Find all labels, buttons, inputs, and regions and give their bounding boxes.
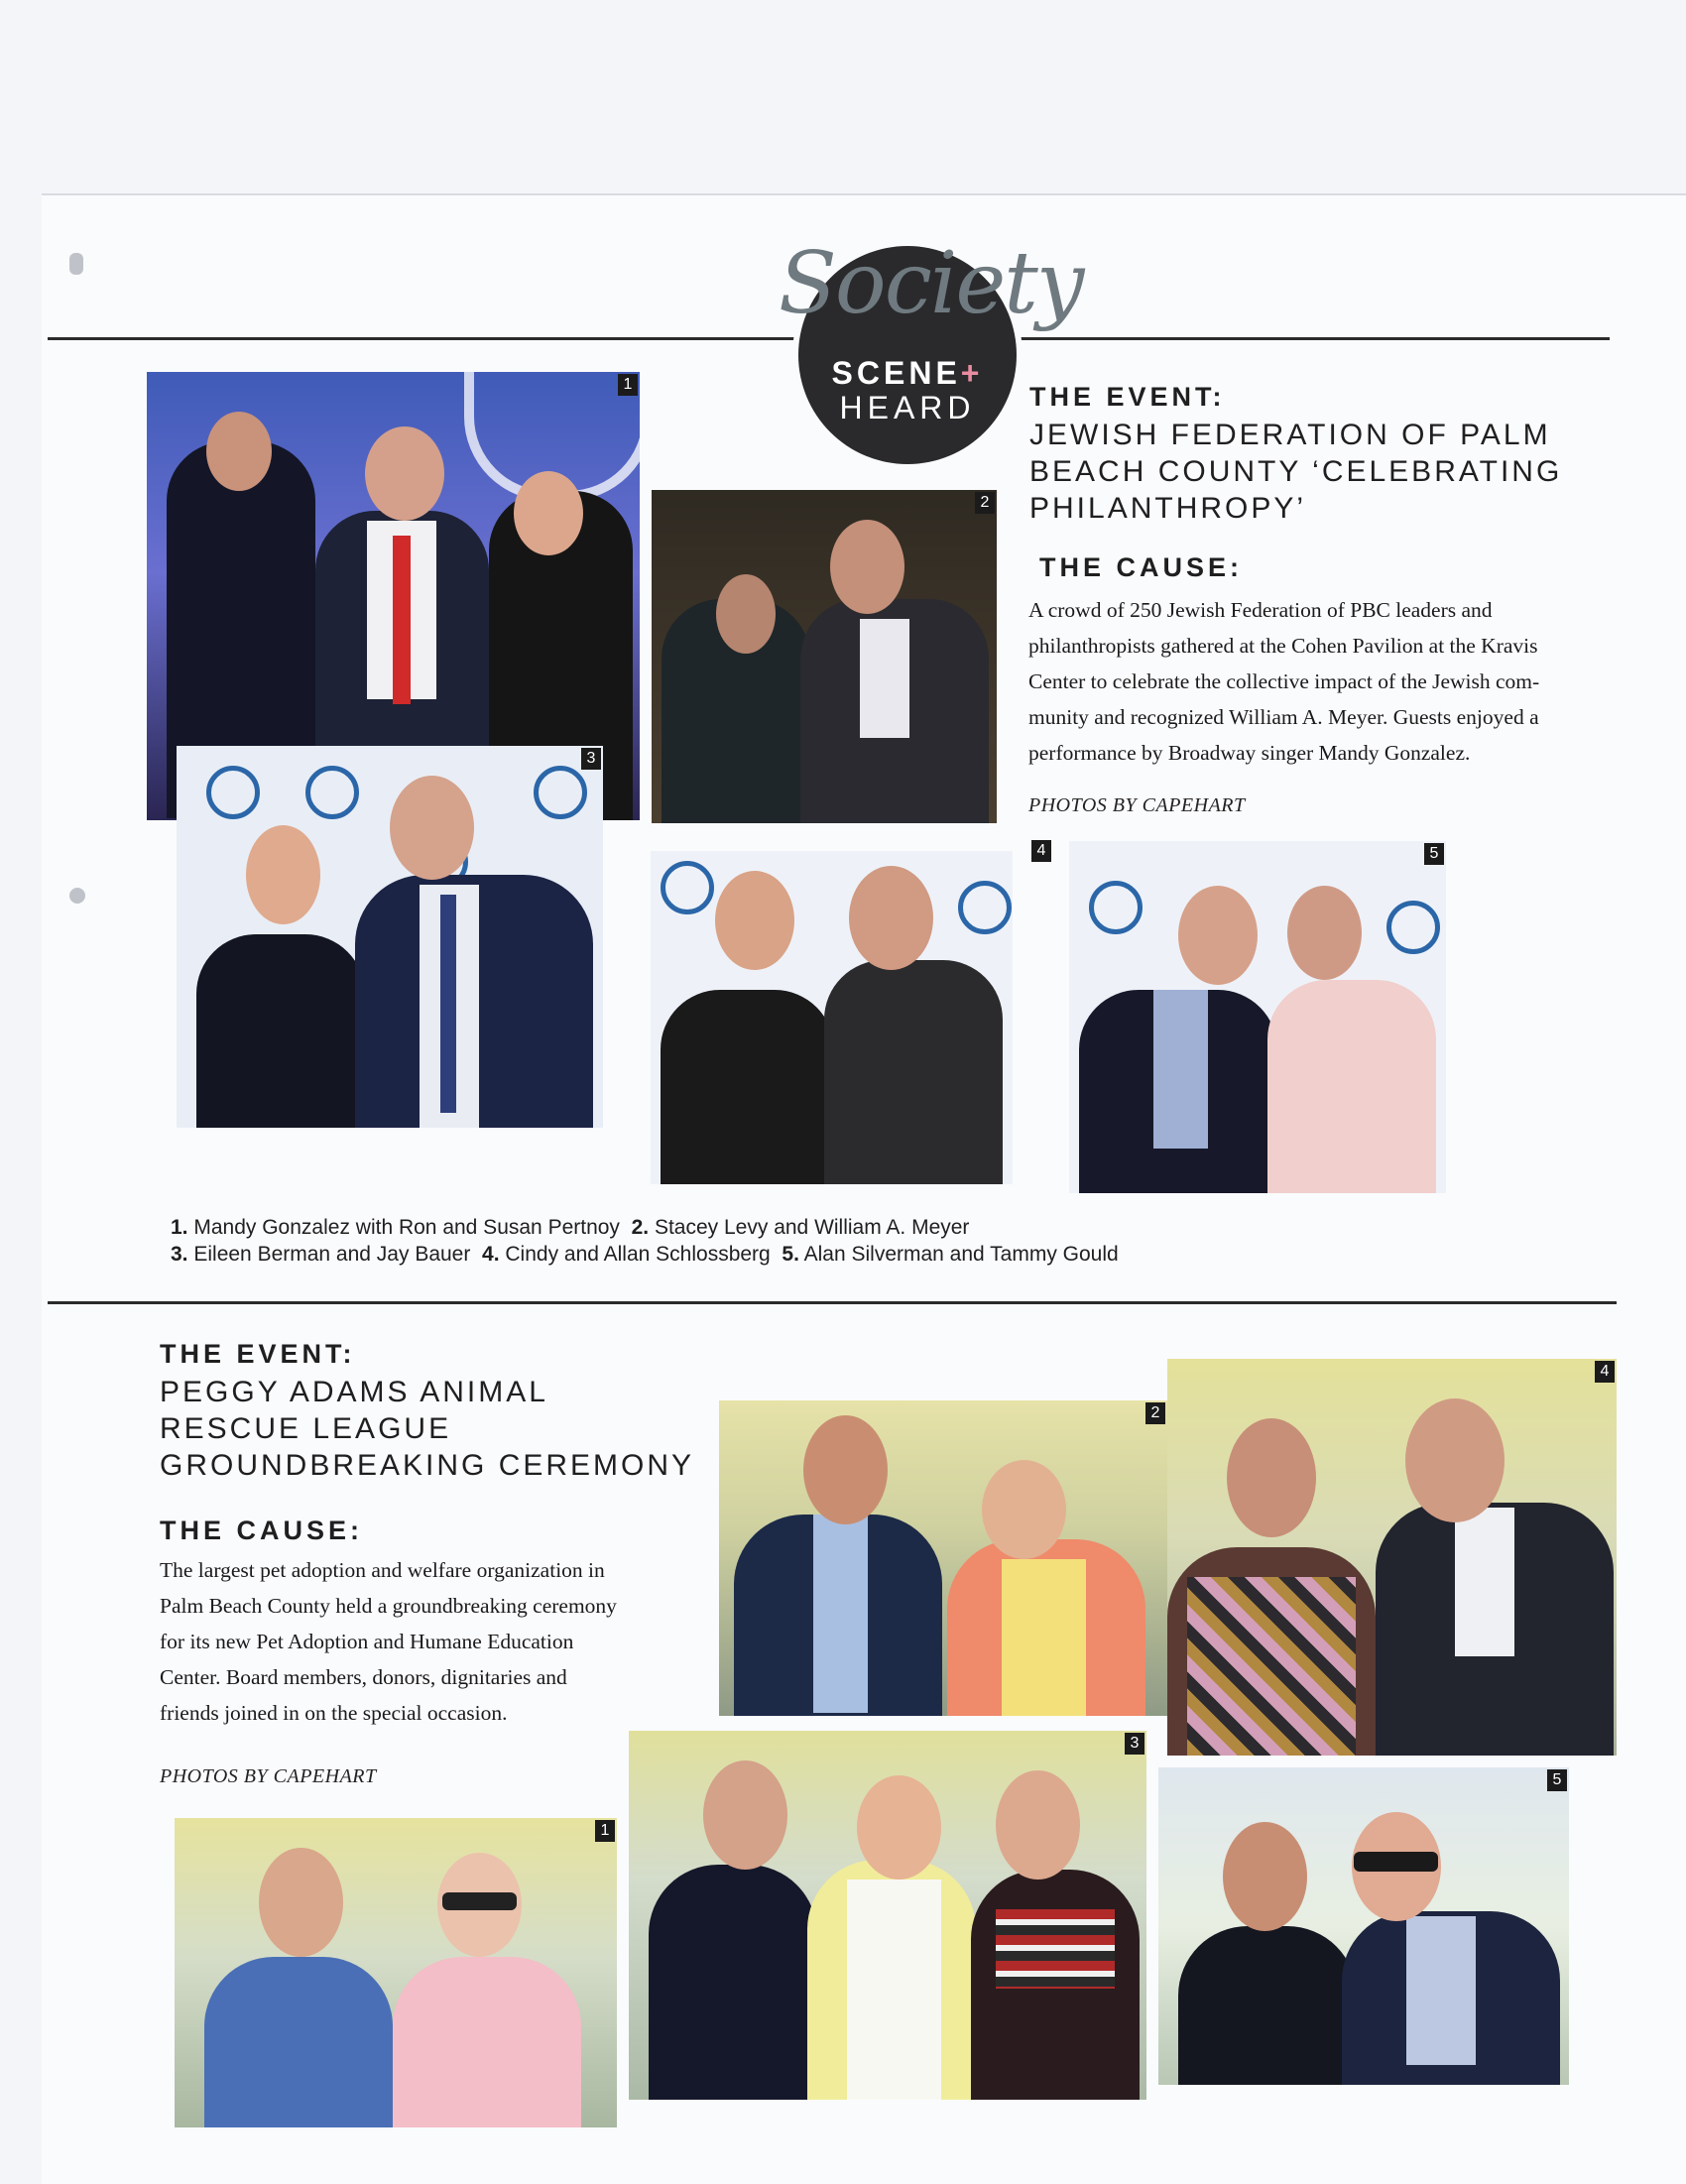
cause-line: A crowd of 250 Jewish Federation of PBC leaders and [1028,598,1493,622]
logo-heard: HEARD [839,390,976,425]
photo-4 [651,851,1013,1184]
cause-line: philanthropists gathered at the Cohen Pavilion at the Kravis [1028,634,1538,658]
cause-line: Palm Beach County held a groundbreaking ceremony [160,1594,617,1618]
cause-line: The largest pet adoption and welfare organization in [160,1558,605,1582]
photo-credit: PHOTOS BY CAPEHART [160,1765,377,1787]
cause-line: munity and recognized William A. Meyer. Guests enjoyed a [1028,705,1539,729]
photo-2 [652,490,997,823]
photo-3 [629,1731,1146,2100]
photo-5 [1069,841,1446,1193]
photo-captions [171,1214,1119,1268]
event-title-line: BEACH COUNTY ‘CELEBRATING [1029,455,1563,488]
cause-text [160,1552,715,1731]
photo-number: 3 [581,748,601,770]
photo-number: 1 [595,1820,615,1842]
binder-hole-mark [69,253,83,275]
event-title [160,1374,694,1484]
event-label: THE EVENT: [160,1339,356,1369]
photo-4 [1167,1359,1617,1756]
photo-2 [719,1400,1167,1716]
event-title-line: JEWISH FEDERATION OF PALM [1029,419,1551,451]
event-title-line: PEGGY ADAMS ANIMAL [160,1376,548,1408]
event-label: THE EVENT: [1029,382,1226,412]
cause-line: Center. Board members, donors, dignitaries and [160,1665,567,1689]
photo-number: 5 [1547,1769,1567,1791]
caption-number: 2. [631,1216,650,1239]
logo-plus: + [960,355,984,391]
photo-number: 1 [618,374,638,396]
society-scene-heard-logo [779,234,1083,464]
caption-text: Cindy and Allan Schlossberg [505,1243,771,1266]
photo-credit: PHOTOS BY CAPEHART [1028,794,1246,816]
cause-line: friends joined in on the special occasion. [160,1701,508,1725]
photo-number: 3 [1125,1733,1144,1755]
caption-text: Alan Silverman and Tammy Gould [803,1243,1119,1266]
event-title-line: RESCUE LEAGUE [160,1412,452,1445]
photo-number: 2 [1145,1402,1165,1424]
section-divider [48,1301,1617,1304]
cause-line: Center to celebrate the collective impact of the Jewish com- [1028,669,1540,693]
caption-number: 5. [782,1243,799,1266]
caption-text: Mandy Gonzalez with Ron and Susan Pertnoy [193,1216,620,1239]
cause-label: THE CAUSE: [160,1516,364,1545]
caption-text: Eileen Berman and Jay Bauer [193,1243,471,1266]
photo-5 [1158,1767,1569,2085]
cause-line: performance by Broadway singer Mandy Gonzalez. [1028,741,1471,765]
event-title-line: PHILANTHROPY’ [1029,492,1307,525]
logo-script: Society [779,234,1083,333]
photo-number: 4 [1031,840,1051,862]
binder-hole-mark [69,888,85,904]
cause-label: THE CAUSE: [1039,552,1244,582]
photo-number: 4 [1595,1361,1615,1383]
caption-number: 3. [171,1243,188,1266]
photo-number: 2 [975,492,995,514]
cause-text [1028,592,1624,771]
photo-number: 5 [1424,843,1444,865]
logo-scene [798,355,1017,392]
event-title [1029,417,1562,527]
logo-scene-text: SCENE [831,355,961,391]
photo-1 [175,1818,617,2127]
cause-line: for its new Pet Adoption and Humane Education [160,1630,574,1653]
event-title-line: GROUNDBREAKING CEREMONY [160,1449,695,1482]
photo-3 [177,746,603,1128]
caption-text: Stacey Levy and William A. Meyer [654,1216,970,1239]
caption-number: 4. [482,1243,500,1266]
caption-number: 1. [171,1216,188,1239]
